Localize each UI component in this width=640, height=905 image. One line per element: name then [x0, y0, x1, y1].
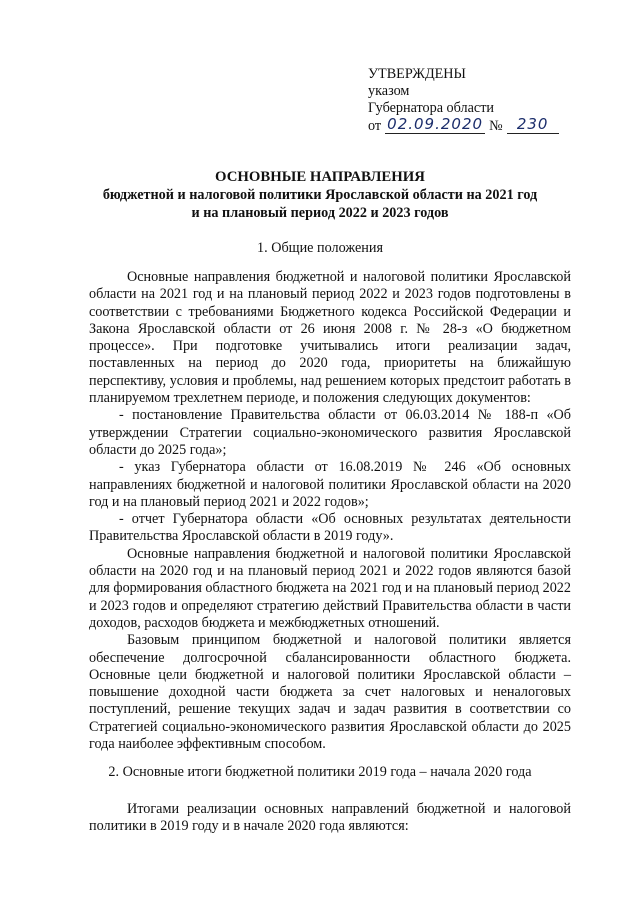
- approval-block: [368, 66, 608, 137]
- document-title-main: ОСНОВНЫЕ НАПРАВЛЕНИЯ: [215, 169, 425, 185]
- section2-paragraph-1: Итогами реализации основных направлений бюджетной и налоговой политики в 2019 году и в начале 2020 года являются:: [89, 801, 571, 835]
- section1-list-item-2: - указ Губернатора области от 16.08.2019 № 246 «Об основных направлениях бюджетной и налоговой политики Ярославской области на 2020 год и на плановый период 2021 и 2022 годов»;: [89, 459, 571, 510]
- section1-list-item-3: - отчет Губернатора области «Об основных результатах деятельности Правительства Ярославской области в 2019 году».: [89, 511, 571, 545]
- approval-from-label: от: [368, 118, 382, 134]
- approval-date-handwritten: 02.09.2020: [385, 116, 485, 134]
- section2-body: [89, 801, 571, 836]
- approval-number-handwritten: 230: [507, 116, 559, 134]
- section1-paragraph-1: Основные направления бюджетной и налоговой политики Ярославской области на 2021 год и на плановый период 2022 и 2023 годов подготовлены в соответствии с требованиями Бюджетного кодекса Российской Федерации и Закона Ярославской области от 26 июня 2008 г. № 28-з «О бюджетном процессе». При подготовке учитывались итоги реализации задач, поставленных на период до 2020 года, приоритеты на ближайшую перспективу, условия и проблемы, над решением которых предстоит работать в планируемом трехлетнем периоде, и положения следующих документов:: [89, 269, 571, 407]
- section1-heading: 1. Общие положения: [257, 240, 383, 256]
- approval-governor: Губернатора области: [368, 100, 494, 116]
- approval-approved: УТВЕРЖДЕНЫ: [368, 66, 466, 82]
- section1-paragraph-2: Основные направления бюджетной и налоговой политики Ярославской области на 2020 год и на плановый период 2021 и 2022 годов являются базой для формирования областного бюджета на 2021 год и на плановый период 2022 и 2023 годов и определяют стратегию действий Правительства области в части доходов, расходов бюджета и межбюджетных отношений.: [89, 545, 571, 631]
- document-title-line2: бюджетной и налоговой политики Ярославской области на 2021 год: [102, 187, 538, 203]
- approval-date-number-line: [368, 117, 608, 137]
- section1-paragraph-3: Базовым принципом бюджетной и налоговой политики является обеспечение долгосрочной сбалансированности областного бюджета. Основные цели бюджетной и налоговой политики Ярославской области – повышение доходной части бюджета за счет налоговых и неналоговых поступлений, решение текущих задач и задач развития в соответствии со Стратегией социально-экономического развития Ярославской области до 2025 года наиболее эффективным способом.: [89, 632, 571, 753]
- approval-by-decree: указом: [368, 83, 410, 99]
- document-title: [0, 168, 640, 222]
- document-title-line3: и на плановый период 2022 и 2023 годов: [191, 205, 449, 221]
- approval-number-label: №: [489, 118, 503, 134]
- section1-body: [89, 269, 571, 753]
- section2-heading: 2. Основные итоги бюджетной политики 2019 года – начала 2020 года: [108, 764, 532, 780]
- section1-list-item-1: - постановление Правительства области от 06.03.2014 № 188-п «Об утверждении Стратегии социально-экономического развития Ярославской области до 2025 года»;: [89, 407, 571, 458]
